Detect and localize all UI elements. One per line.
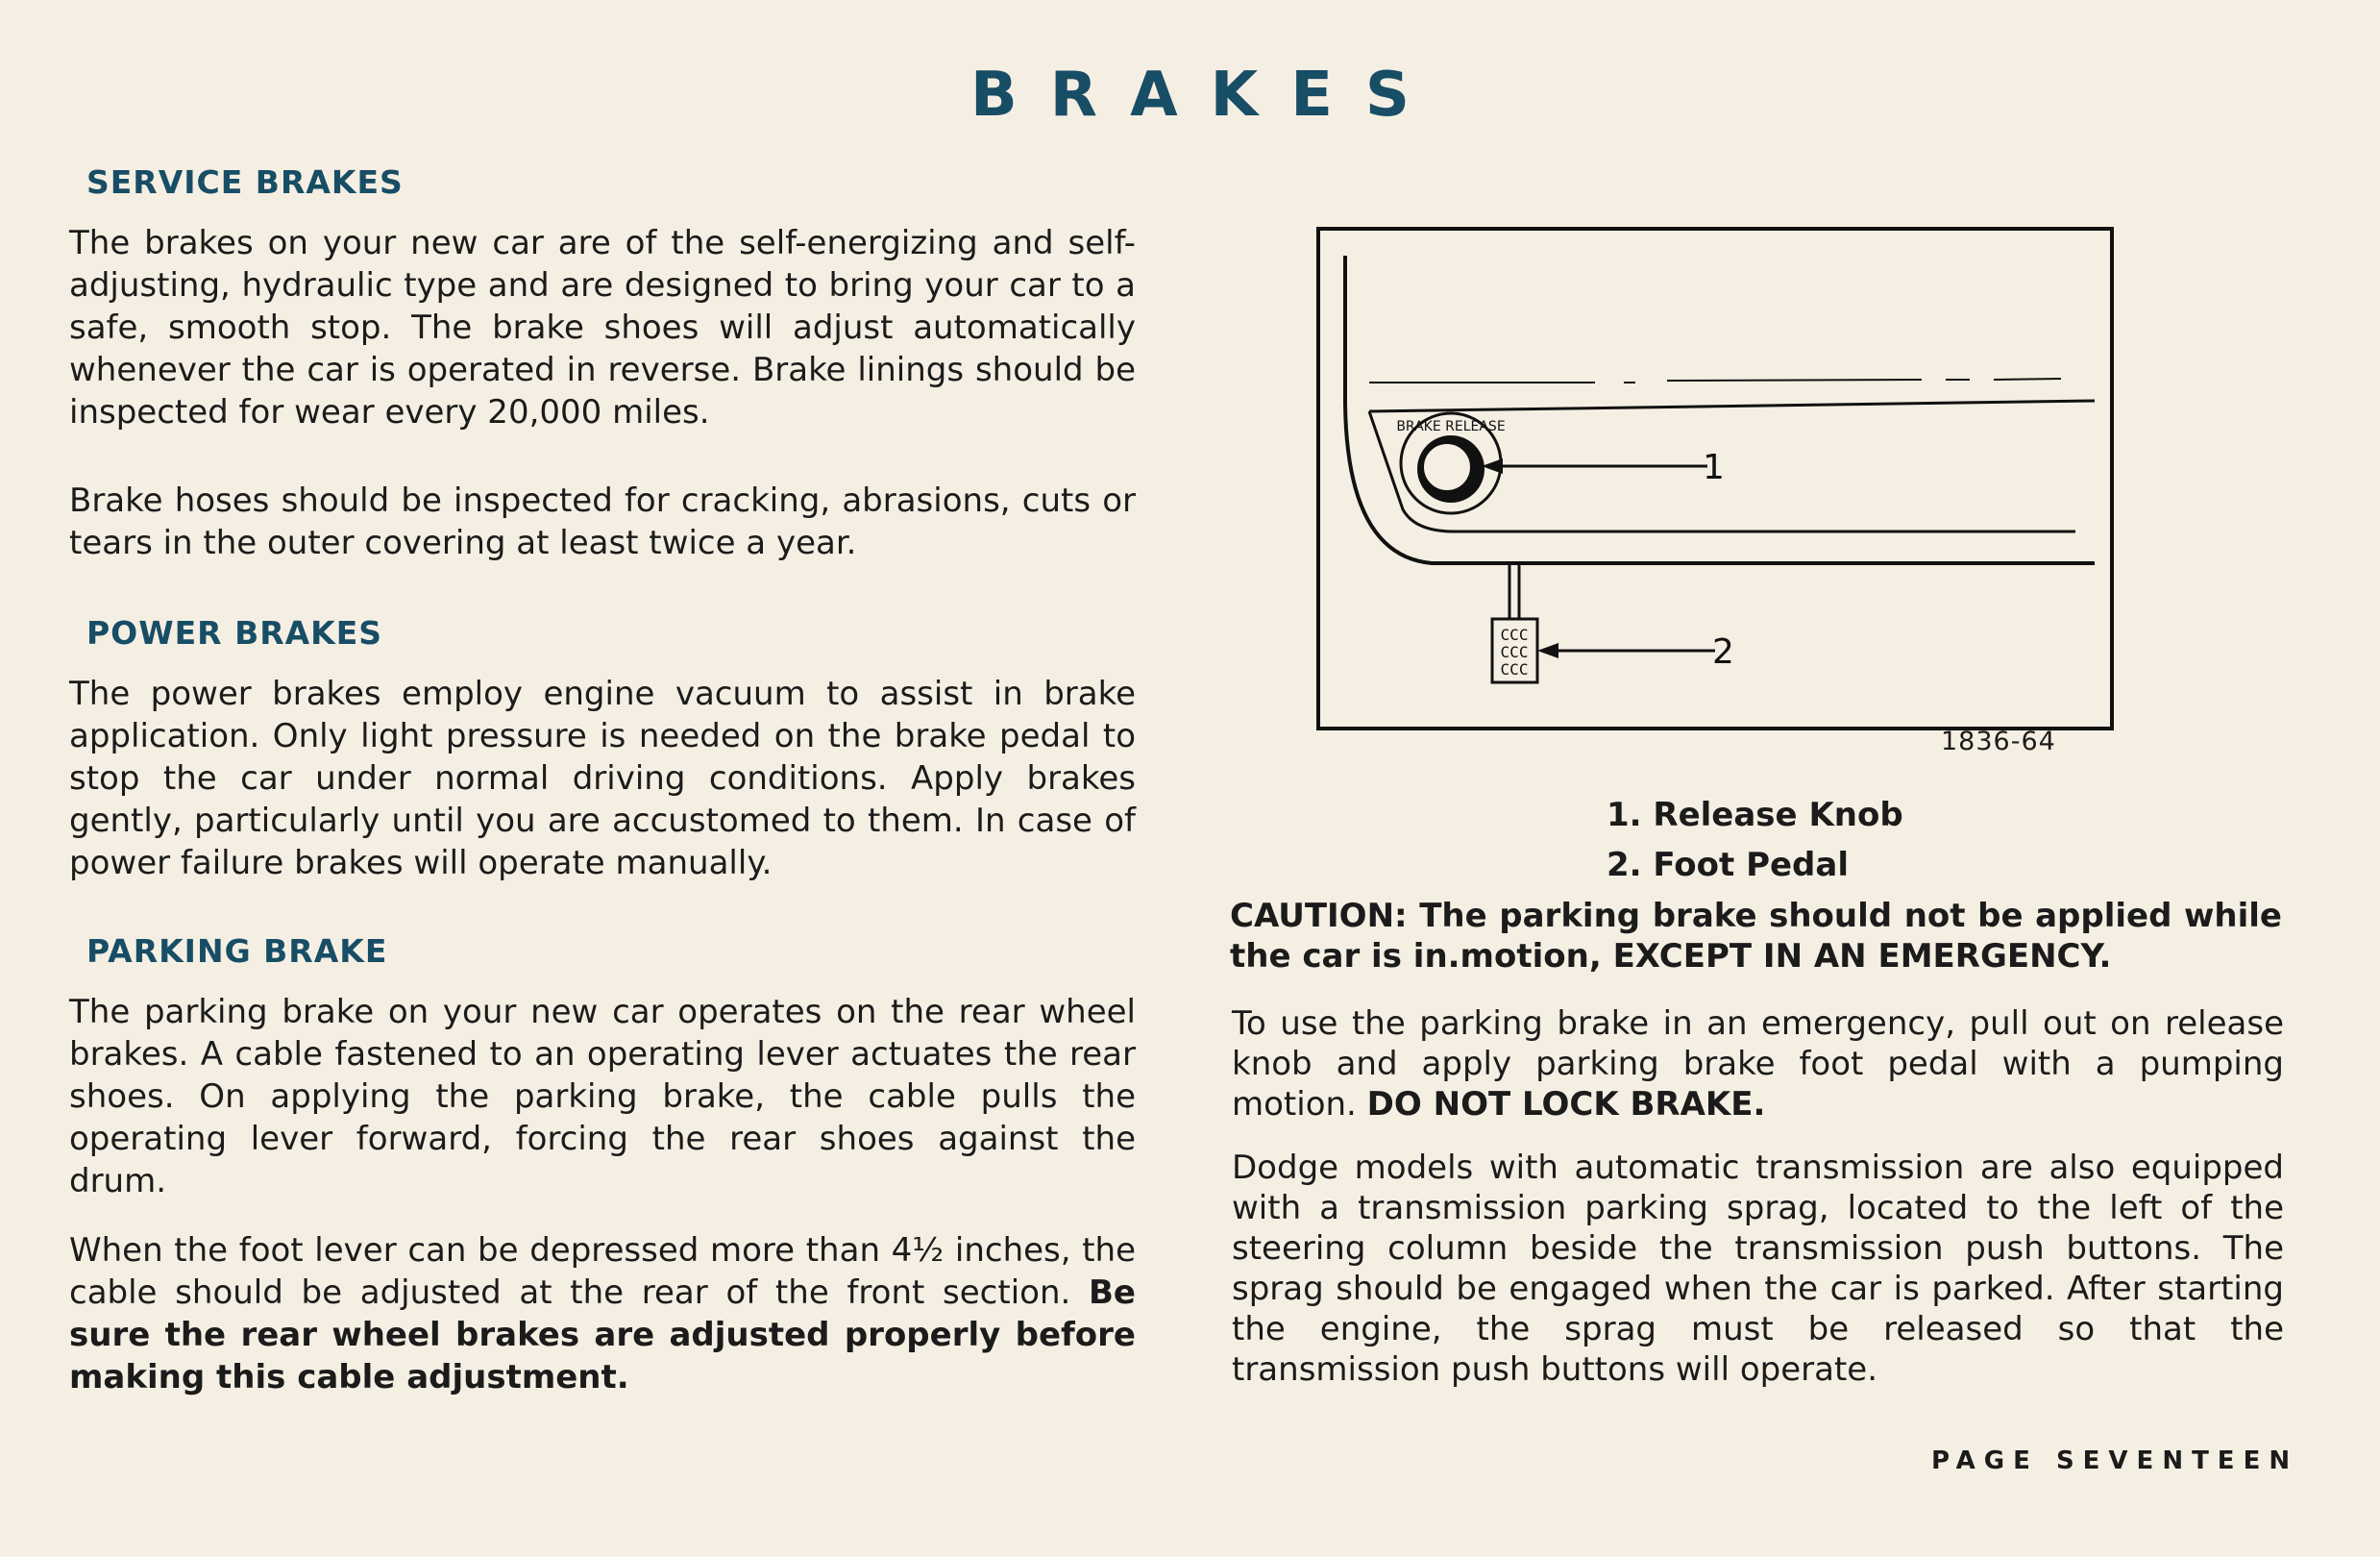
release-knob-label: BRAKE RELEASE xyxy=(1396,419,1506,434)
callout-1-number: 1 xyxy=(1703,448,1725,487)
parking-brake-warning: Be sure the rear wheel brakes are adjusted properly before making this cable adjustment. xyxy=(69,1273,1136,1396)
callout-2-arrowhead xyxy=(1537,643,1558,658)
left-column xyxy=(69,163,1136,1398)
emergency-warning: DO NOT LOCK BRAKE. xyxy=(1366,1085,1766,1124)
page-number: PAGE SEVENTEEN xyxy=(1931,1446,2299,1475)
figure-legend xyxy=(1607,790,1903,890)
pedal-tread: CCC xyxy=(1500,626,1529,644)
dash-trim-line xyxy=(1667,380,1922,381)
emergency-text: To use the parking brake in an emergency, pull out on release knob and apply parking brake foot pedal with a pumping motion. xyxy=(1232,1004,2284,1124)
page-title: BRAKES xyxy=(970,60,1442,131)
service-brakes-heading: SERVICE BRAKES xyxy=(86,163,404,201)
callout-2-number: 2 xyxy=(1712,632,1734,672)
parking-brake-paragraph-1: The parking brake on your new car operates on the rear wheel brakes. A cable fastened to an operating lever actuates the rear shoes. On applying the parking brake, the cable pulls the operating lever forward, forcing the rear shoes against the drum. xyxy=(69,993,1136,1200)
pedal-tread: CCC xyxy=(1500,660,1529,679)
dash-trim-line xyxy=(1994,379,2061,380)
parking-brake-heading: PARKING BRAKE xyxy=(86,932,388,970)
power-brakes-heading: POWER BRAKES xyxy=(86,614,383,652)
legend-item-release-knob: 1. Release Knob xyxy=(1607,796,1903,834)
release-knob-face xyxy=(1423,443,1471,491)
figure-number: 1836-64 xyxy=(1941,727,2056,756)
dodge-sprag-paragraph: Dodge models with automatic transmission are also equipped with a transmission parking sprag, located to the left of the steering column beside the transmission push buttons. The sprag should be engaged when the car is parked. After starting the engine, the sprag must be released so that the transmission push buttons will operate. xyxy=(1232,1149,2284,1389)
power-brakes-paragraph: The power brakes employ engine vacuum to assist in brake application. Only light pressure is needed on the brake pedal to stop the car under normal driving conditions. Apply brakes gently, particularly until you are accustomed to them. In case of power failure brakes will operate manually. xyxy=(69,675,1136,882)
service-brakes-paragraph-2: Brake hoses should be inspected for cracking, abrasions, cuts or tears in the outer covering at least twice a year. xyxy=(69,482,1136,562)
panel-top-edge xyxy=(1369,401,2095,411)
emergency-paragraph xyxy=(1232,1003,2284,1124)
service-brakes-paragraph-1: The brakes on your new car are of the self-energizing and self-adjusting, hydraulic type and are designed to bring your car to a safe, smooth stop. The brake shoes will adjust automatically whenever the car is operated in reverse. Brake linings should be inspected for wear every 20,000 miles. xyxy=(69,224,1136,432)
parking-brake-diagram xyxy=(1307,221,2114,759)
caution-notice: CAUTION: The parking brake should not be applied while the car is in.motion, EXCEPT IN AN EMERGENCY. xyxy=(1230,897,2282,976)
pedal-tread: CCC xyxy=(1500,643,1529,661)
parking-brake-paragraph-2 xyxy=(69,1229,1136,1398)
parking-brake-adjust-text: When the foot lever can be depressed more than 4½ inches, the cable should be adjusted at the rear of the front section. xyxy=(69,1231,1136,1312)
legend-item-foot-pedal: 2. Foot Pedal xyxy=(1607,846,1849,884)
